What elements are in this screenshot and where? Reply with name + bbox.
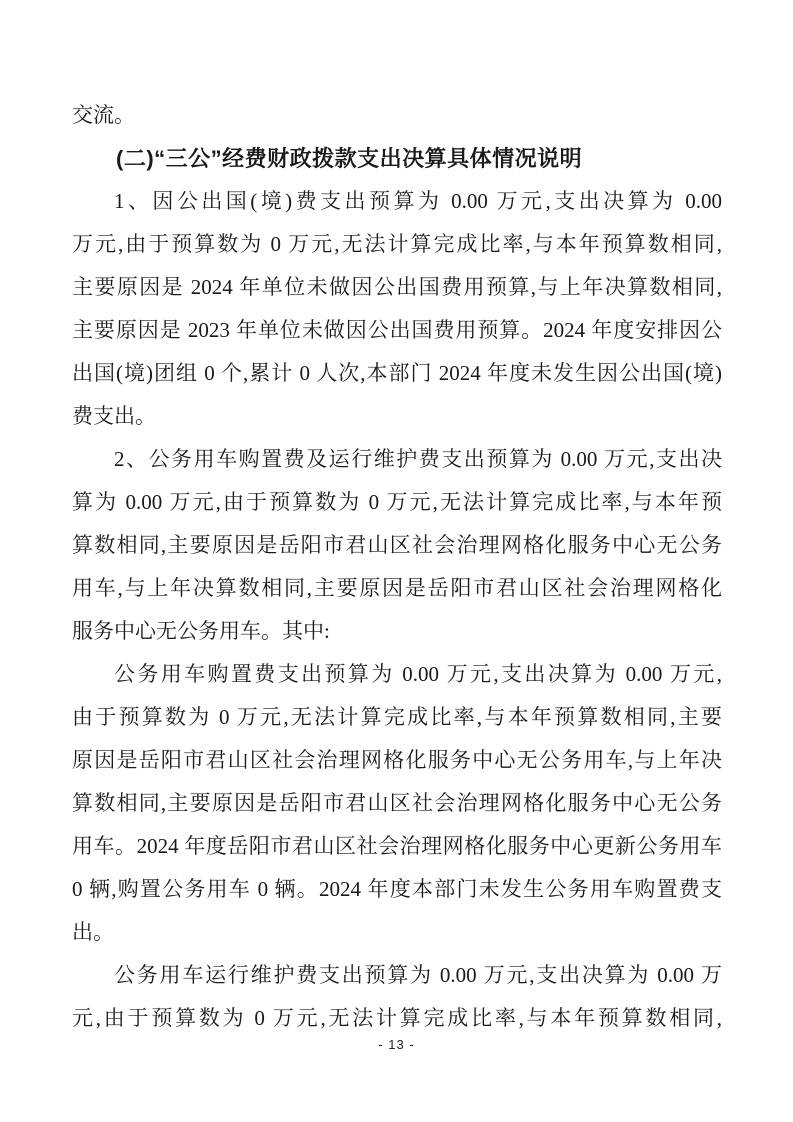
paragraph-line: 由于预算数为 0 万元,无法计算完成比率,与本年预算数相同,主要: [72, 705, 722, 729]
paragraph-line: 主要原因是 2023 年单位未做因公出国费用预算。2024 年度安排因公: [72, 318, 722, 342]
page-number: - 13 -: [378, 1037, 415, 1052]
paragraph-line: 公务用车购置费支出预算为 0.00 万元,支出决算为 0.00 万元,: [114, 662, 722, 686]
section-heading: (二)“三公”经费财政拨款支出决算具体情况说明: [116, 146, 583, 171]
paragraph-line: 算数相同,主要原因是岳阳市君山区社会治理网格化服务中心无公务: [72, 791, 722, 815]
paragraph-line: 算为 0.00 万元,由于预算数为 0 万元,无法计算完成比率,与本年预: [72, 490, 722, 514]
report-body: [72, 94, 722, 1040]
page-footer: [0, 1036, 793, 1054]
paragraph-line: 费支出。: [72, 404, 156, 428]
paragraph-line: 元,由于预算数为 0 万元,无法计算完成比率,与本年预算数相同,: [72, 1006, 722, 1030]
paragraph-line: 服务中心无公务用车。其中:: [72, 619, 330, 643]
paragraph-line: 用车。2024 年度岳阳市君山区社会治理网格化服务中心更新公务用车: [72, 834, 722, 858]
paragraph-line: 1、因公出国(境)费支出预算为 0.00 万元,支出决算为 0.00: [114, 189, 722, 213]
paragraph-line: 主要原因是 2024 年单位未做因公出国费用预算,与上年决算数相同,: [72, 275, 722, 299]
paragraph-line: 万元,由于预算数为 0 万元,无法计算完成比率,与本年预算数相同,: [72, 232, 722, 256]
paragraph-line: 出国(境)团组 0 个,累计 0 人次,本部门 2024 年度未发生因公出国(境): [72, 361, 722, 385]
paragraph-line: 2、公务用车购置费及运行维护费支出预算为 0.00 万元,支出决: [114, 447, 722, 471]
paragraph-line: 原因是岳阳市君山区社会治理网格化服务中心无公务用车,与上年决: [72, 748, 722, 772]
paragraph-line: 0 辆,购置公务用车 0 辆。2024 年度本部门未发生公务用车购置费支: [72, 877, 722, 901]
continuation-line: 交流。: [72, 103, 135, 127]
paragraph-line: 公务用车运行维护费支出预算为 0.00 万元,支出决算为 0.00 万: [114, 963, 722, 987]
paragraph-line: 出。: [72, 920, 114, 944]
paragraph-line: 算数相同,主要原因是岳阳市君山区社会治理网格化服务中心无公务: [72, 533, 722, 557]
paragraph-line: 用车,与上年决算数相同,主要原因是岳阳市君山区社会治理网格化: [72, 576, 722, 600]
